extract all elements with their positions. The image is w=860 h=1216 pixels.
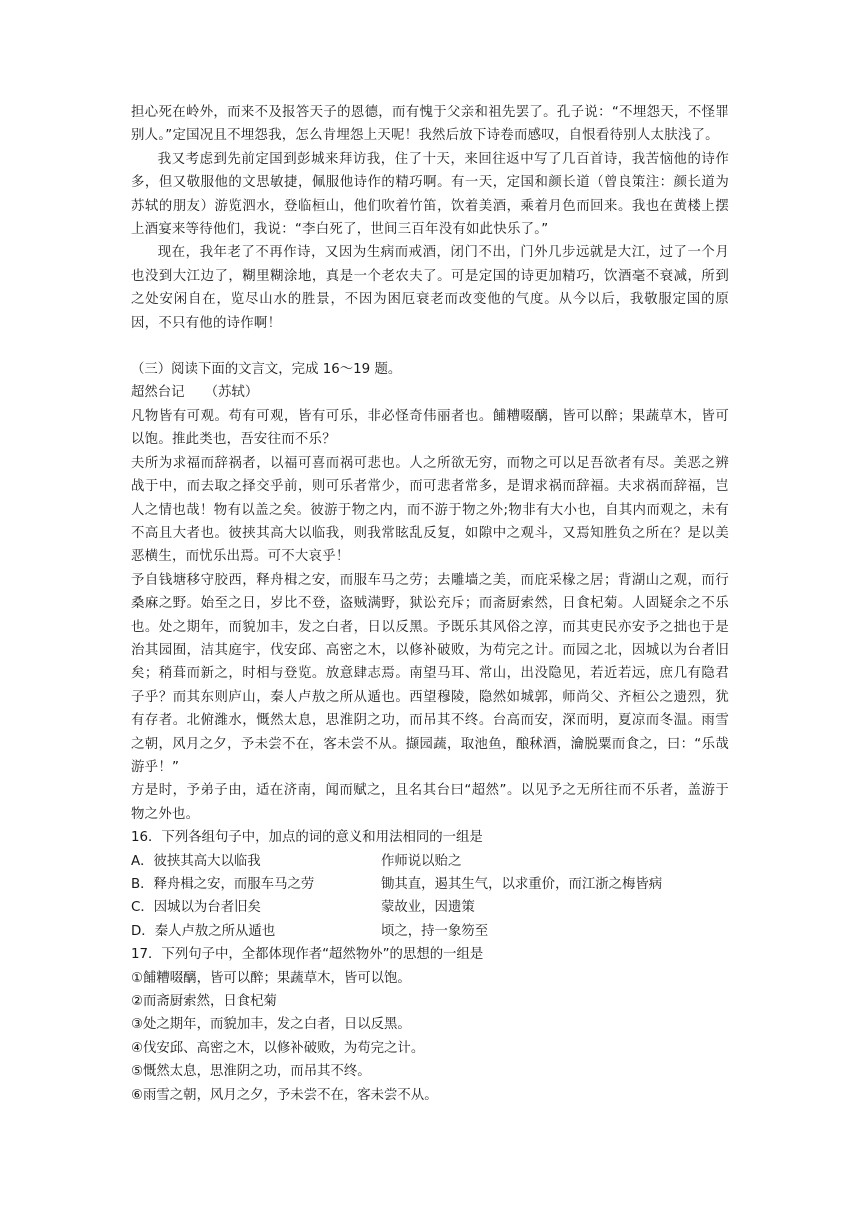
essay-paragraph-1: 凡物皆有可观。苟有可观，皆有可乐，非必怪奇伟丽者也。餔糟啜醨，皆可以醉；果蔬草木，皆可以饱。推此类也，吾安往而不乐？ bbox=[131, 408, 729, 448]
option-b-left: B．释舟楫之安，而服车马之劳 bbox=[131, 877, 315, 892]
question-16-option-b bbox=[131, 873, 729, 896]
document-body bbox=[131, 101, 729, 1107]
option-c-right: 蒙故业，因遗策 bbox=[381, 900, 475, 916]
question-17-stem: 17．下列句子中，全都体现作者“超然物外”的思想的一组是 bbox=[131, 947, 484, 963]
translation-paragraph-2: 我又考虑到先前定国到彭城来拜访我，住了十天，来回往返中写了几百首诗，我苦恼他的诗作多，但又敬服他的文思敏捷，佩服他诗作的精巧啊。有一天，定国和颜长道（曾良策注：颜长道为苏轼的朋友）游览泗水，登临桓山，他们吹着竹笛，饮着美酒，乘着月色而回来。我也在黄楼上摆上酒宴来等待他们，我说：“李白死了，世间三百年没有如此快乐了。” bbox=[131, 151, 729, 238]
question-17-item-3: ③处之期年，而貌加丰，发之白者，日以反黑。 bbox=[131, 1017, 411, 1033]
question-16-option-a bbox=[131, 850, 729, 873]
section-spacer bbox=[131, 335, 729, 358]
question-17-item-6: ⑥雨雪之朝，风月之夕，予未尝不在，客未尝不从。 bbox=[131, 1087, 438, 1103]
question-16-option-c bbox=[131, 896, 729, 919]
option-d-left: D．秦人卢敖之所从遁也 bbox=[131, 923, 276, 939]
option-c-left: C．因城以为台者旧矣 bbox=[131, 900, 261, 916]
essay-paragraph-3: 予自钱塘移守胶西，释舟楫之安，而服车马之劳；去雕墙之美，而庇采椽之居；背湖山之观，而行桑麻之野。始至之日，岁比不登，盗贼满野，狱讼充斥；而斋厨索然，日食杞菊。人固疑余之不乐也。处之期年，而貌加丰，发之白者，日以反黑。予既乐其风俗之淳，而其吏民亦安予之拙也于是治其园囿，洁其庭宇，伐安邱、高密之木，以修补破败，为苟完之计。而园之北，因城以为台者旧矣；稍葺而新之，时相与登览。放意肆志焉。南望马耳、常山，出没隐见，若近若远，庶几有隐君子乎？而其东则庐山，秦人卢敖之所从遁也。西望穆陵，隐然如城郭，师尚父、齐桓公之遗烈，犹有存者。北俯潍水，慨然太息，思淮阴之功，而吊其不终。台高而安，深而明，夏凉而冬温。雨雪之朝，风月之夕，予未尝不在，客未尝不从。撷园蔬，取池鱼，酿秫酒，瀹脱粟而食之，曰：“乐哉游乎！” bbox=[131, 572, 729, 775]
section-heading: （三）阅读下面的文言文，完成 16～19 题。 bbox=[131, 362, 402, 378]
option-b-right: 锄其直，遏其生气，以求重价，而江浙之梅皆病 bbox=[381, 877, 663, 892]
question-17-item-5: ⑤慨然太息，思淮阴之功，而吊其不终。 bbox=[131, 1064, 371, 1080]
translation-paragraph-3: 现在，我年老了不再作诗，又因为生病而戒酒，闭门不出，门外几步远就是大江，过了一个月也没到大江边了，糊里糊涂地，真是一个老农夫了。可是定国的诗更加精巧，饮酒毫不衰减，所到之处安闲自在，览尽山水的胜景，不因为困厄衰老而改变他的气度。从今以后，我敬服定国的原因，不只有他的诗作啊！ bbox=[131, 245, 729, 331]
option-d-right: 顷之，持一象笏至 bbox=[381, 923, 489, 939]
question-17-item-2: ②而斋厨索然，日食杞菊 bbox=[131, 994, 277, 1010]
translation-paragraph-1: 担心死在岭外，而来不及报答天子的恩德，而有愧于父亲和祖先罢了。孔子说：“不埋怨天，不怪罪别人。”定国况且不埋怨我，怎么肯埋怨上天呢！我然后放下诗卷而感叹，自恨看待别人太肤浅了。 bbox=[131, 105, 729, 144]
option-a-left: A．彼挟其高大以临我 bbox=[131, 853, 261, 869]
question-16-stem: 16．下列各组句子中，加点的词的意义和用法相同的一组是 bbox=[131, 830, 483, 846]
option-a-right: 作师说以贻之 bbox=[381, 853, 462, 869]
question-17-item-1: ①餔糟啜醨，皆可以醉；果蔬草木，皆可以饱。 bbox=[131, 970, 411, 986]
question-17-item-4: ④伐安邱、高密之木，以修补破败，为苟完之计。 bbox=[131, 1040, 425, 1056]
essay-paragraph-4: 方是时，予弟子由，适在济南，闻而赋之，且名其台曰“超然”。以见予之无所往而不乐者，盖游于物之外也。 bbox=[131, 783, 729, 822]
essay-paragraph-2: 夫所为求福而辞祸者，以福可喜而祸可悲也。人之所欲无穷，而物之可以足吾欲者有尽。美恶之辨战于中，而去取之择交乎前，则可乐者常少，而可悲者常多，是谓求祸而辞福。夫求祸而辞福，岂人之情也哉！物有以盖之矣。彼游于物之内，而不游于物之外;物非有大小也，自其内而观之，未有不高且大者也。彼挟其高大以临我，则我常眩乱反复，如隙中之观斗，又焉知胜负之所在？是以美恶横生，而忧乐出焉。可不大哀乎！ bbox=[131, 455, 729, 565]
question-16-option-d bbox=[131, 920, 729, 943]
essay-title: 超然台记 （苏轼） bbox=[131, 385, 259, 401]
